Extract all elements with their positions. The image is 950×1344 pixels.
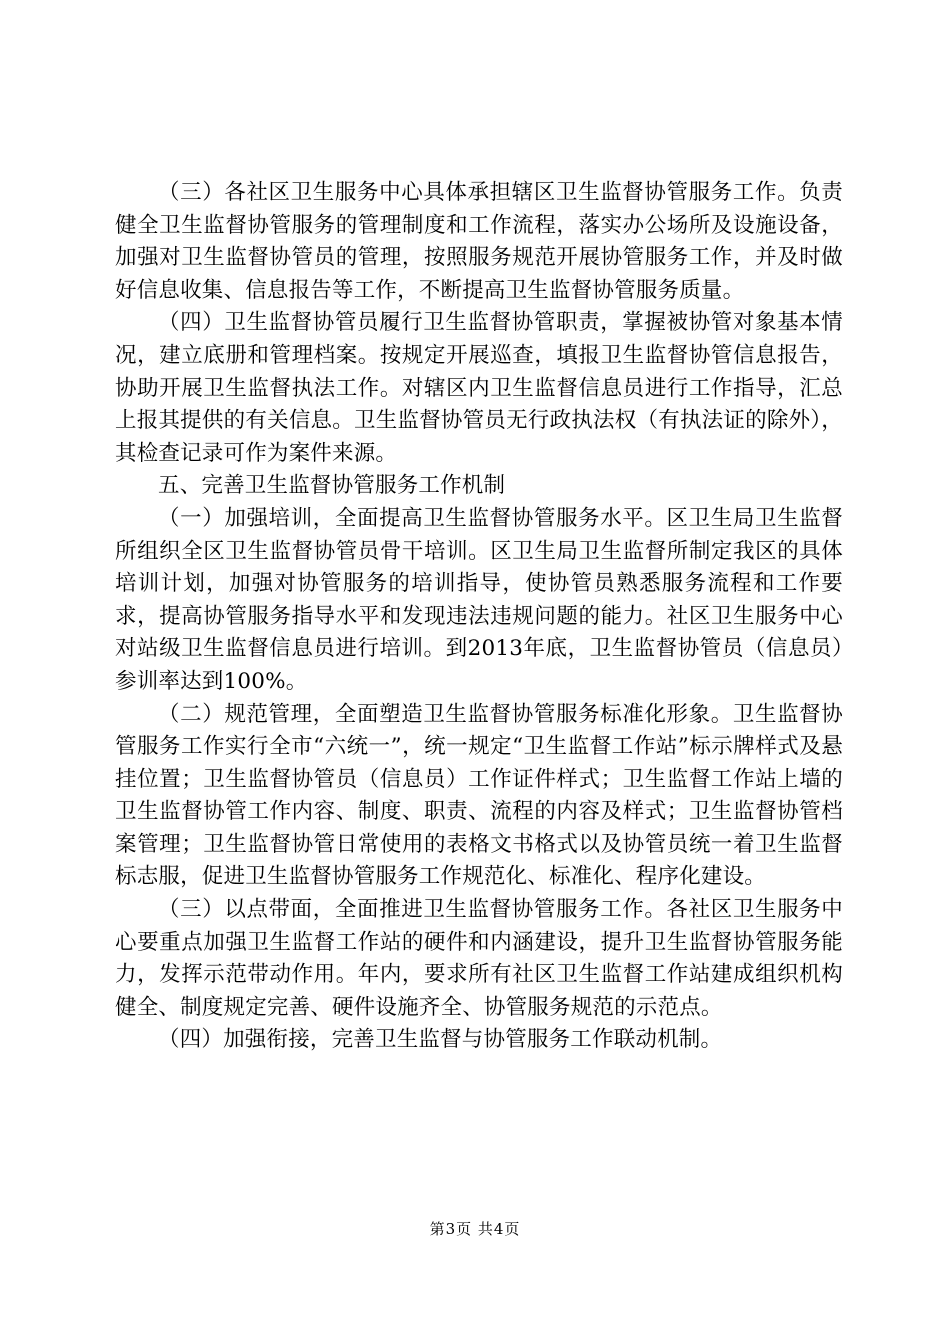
document-body [115, 177, 843, 1057]
page-total: 共4页 [477, 1220, 521, 1238]
paragraph-standard-management: （二）规范管理，全面塑造卫生监督协管服务标准化形象。卫生监督协管服务工作实行全市“六统一”，统一规定“卫生监督工作站”标示牌样式及悬挂位置；卫生监督协管员（信息员）工作证件样式；卫生监督工作站上墙的卫生监督协管工作内容、制度、职责、流程的内容及样式；卫生监督协管档案管理；卫生监督协管日常使用的表格文书格式以及协管员统一着卫生监督标志服，促进卫生监督协管服务工作规范化、标准化、程序化建设。 [115, 701, 843, 890]
page-footer [0, 1219, 950, 1239]
paragraph-demonstration: （三）以点带面，全面推进卫生监督协管服务工作。各社区卫生服务中心要重点加强卫生监督工作站的硬件和内涵建设，提升卫生监督协管服务能力，发挥示范带动作用。年内，要求所有社区卫生监督工作站建成组织机构健全、制度规定完善、硬件设施齐全、协管服务规范的示范点。 [115, 897, 843, 1020]
section-heading-five: 五、完善卫生监督协管服务工作机制 [158, 473, 506, 499]
paragraph-section-4: （四）卫生监督协管员履行卫生监督协管职责，掌握被协管对象基本情况，建立底册和管理档案。按规定开展巡查，填报卫生监督协管信息报告，协助开展卫生监督执法工作。对辖区内卫生监督信息员进行工作指导，汇总上报其提供的有关信息。卫生监督协管员无行政执法权（有执法证的除外），其检查记录可作为案件来源。 [115, 310, 843, 466]
page-number: 第3页 [429, 1220, 473, 1238]
paragraph-linkage: （四）加强衔接，完善卫生监督与协管服务工作联动机制。 [158, 1027, 723, 1053]
paragraph-section-3: （三）各社区卫生服务中心具体承担辖区卫生监督协管服务工作。负责健全卫生监督协管服务的管理制度和工作流程，落实办公场所及设施设备，加强对卫生监督协管员的管理，按照服务规范开展协管服务工作，并及时做好信息收集、信息报告等工作，不断提高卫生监督协管服务质量。 [115, 180, 843, 303]
paragraph-training: （一）加强培训，全面提高卫生监督协管服务水平。区卫生局卫生监督所组织全区卫生监督协管员骨干培训。区卫生局卫生监督所制定我区的具体培训计划，加强对协管服务的培训指导，使协管员熟悉服务流程和工作要求，提高协管服务指导水平和发现违法违规问题的能力。社区卫生服务中心对站级卫生监督信息员进行培训。到2013年底，卫生监督协管员（信息员）参训率达到100%。 [115, 505, 843, 694]
